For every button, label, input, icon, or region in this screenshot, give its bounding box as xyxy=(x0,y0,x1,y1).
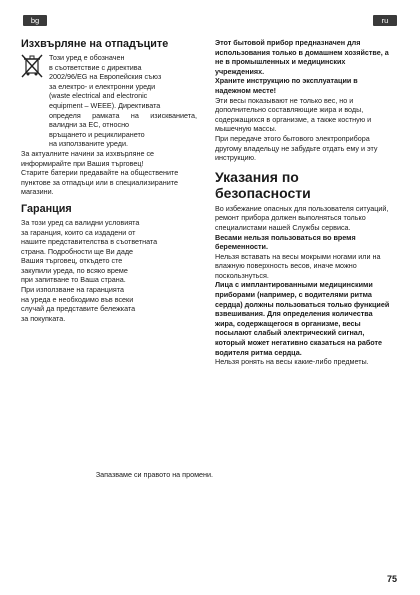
right-column xyxy=(215,38,391,367)
safety-text-2: Нельзя вставать на весы мокрыми ногами или на влажную поверхность весов, иначе можно поскользнуться. xyxy=(215,251,381,280)
safety-heading: Указания по безопасности xyxy=(215,168,311,201)
intro-text: Эти весы показывают не только вес, но и дополнительно составляющие жира и воды, содержащихся в организме, а также костную и мышечную массы. При передаче этого бытового электроприбора другому владельцу не забудьте отдать ему и эту инструкцию. xyxy=(215,95,378,163)
disposal-text: Този уред е обозначен в съответствие с директива 2002/96/EG на Европейския съюз за електро- и електронни уреди (waste electrical and electronic equipment – WEEE). Директивата определя рамката на изискваниета, валидни за ЕС, относно връщането и рециклирането на използваните уреди. xyxy=(49,53,197,149)
intro-bold-1: Этот бытовой прибор предназначен для использования только в домашнем хозяйстве, а не в промышленных и медицинских учреждениях. xyxy=(215,38,389,76)
safety-bold-1: Весами нельзя пользоваться во время беременности. xyxy=(215,232,356,252)
disposal-text-2: За актуалните начини за изхвърляне се информирайте при Вашия търговец! Старите батерии предавайте на обществените пунктове за отпадъци или в специализираните магазини. xyxy=(21,148,179,197)
disposal-block xyxy=(21,53,197,149)
language-tab-ru: ru xyxy=(373,15,397,26)
warranty-text: За този уред са валидни условията за гаранция, които са издадени от нашите представителства в съответната страна. Подробности ще Ви даде Вашия търговец, откъдето сте закупили уреда, по всяко време при запитване то Ваша страна. При използване на гаранцията на уреда е необходимо във всеки случай да представите бележката за покупката. xyxy=(21,217,158,323)
warranty-heading: Гаранция xyxy=(21,202,72,215)
disposal-heading: Изхвърляне на отпадъците xyxy=(21,38,169,50)
safety-bold-2: Лица с имплантированными медицинскими приборами (например, с водителями ритма сердца) должны пользоваться только функцией взвешивания. Для определения количества жира, содержащегося в организме, весы посылают слабый электрический сигнал, который может негативно сказаться на работе водителя ритма сердца. xyxy=(215,280,390,357)
safety-text-1: Во избежание опасных для пользователя ситуаций, ремонт прибора должен выполняться только специалистами нашей Службы сервиса. xyxy=(215,203,389,232)
page-number: 75 xyxy=(386,574,397,584)
crossed-out-wheelie-bin-icon xyxy=(21,53,43,79)
left-column xyxy=(21,38,197,323)
rights-note: Запазваме си правото на промени. xyxy=(95,470,213,479)
safety-text-3: Нельзя ронять на весы какие-либо предметы. xyxy=(215,357,369,367)
language-tab-bg: bg xyxy=(23,15,47,26)
intro-bold-2: Храните инструкцию по эксплуатации в надежном месте! xyxy=(215,76,358,95)
